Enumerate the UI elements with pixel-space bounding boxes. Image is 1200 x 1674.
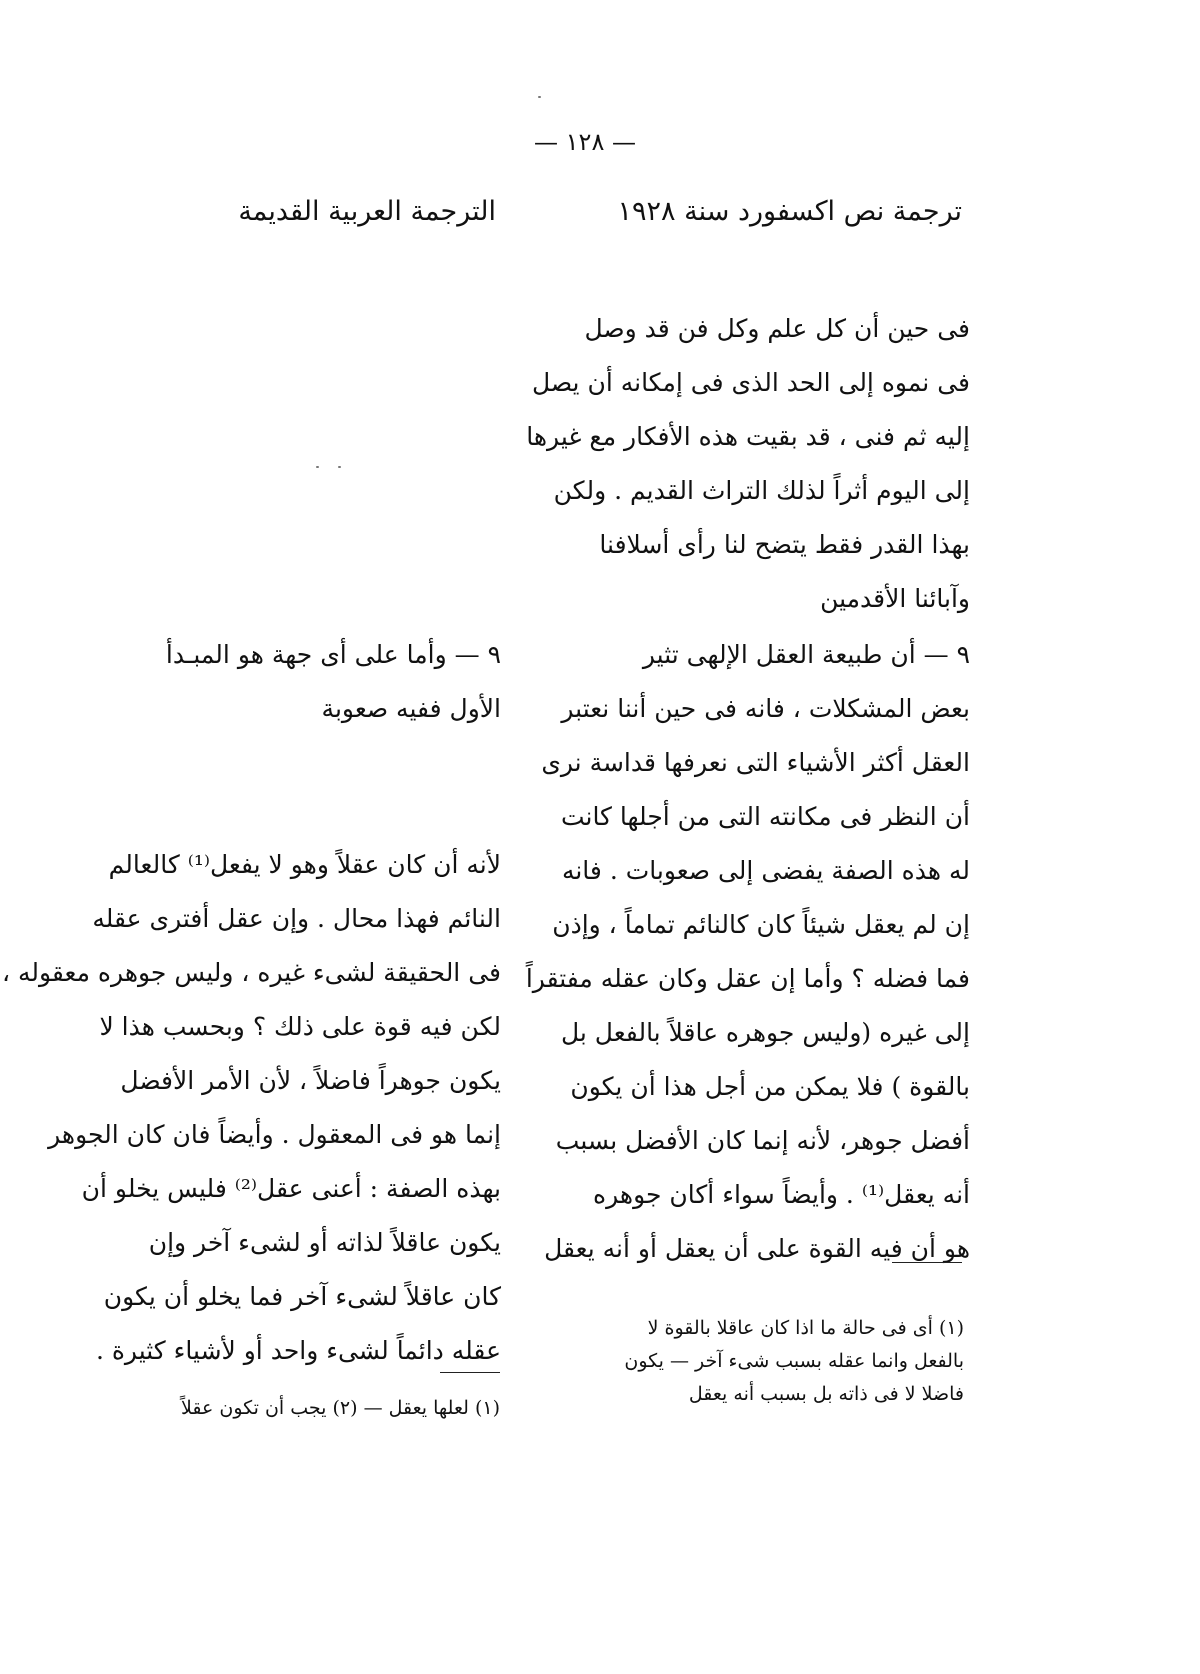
text-line: فى نموه إلى الحد الذى فى إمكانه أن يصل [531,368,970,397]
page-number: — ١٢٨ — [534,128,636,156]
text-line: بهذه الصفة : أعنى عقل⁽²⁾ فليس يخلو أن [81,1174,501,1203]
text-line: وآبائنا الأقدمين [820,584,970,613]
text-line: أنه يعقل⁽¹⁾ . وأيضاً سواء أكان جوهره [593,1180,970,1209]
text-line: لكن فيه قوة على ذلك ؟ وبحسب هذا لا [99,1012,501,1041]
left-footnote [140,1392,500,1425]
text-line: النائم فهذا محال . وإن عقل أفترى عقله [92,904,501,933]
left-main-paragraph [1,838,501,1378]
text-line: كان عاقلاً لشىء آخر فما يخلو أن يكون [103,1282,501,1311]
text-line: لأنه أن كان عقلاً وهو لا يفعل⁽¹⁾ كالعالم [108,850,501,879]
scan-speck [316,466,319,468]
text-line: إن لم يعقل شيئاً كان كالنائم تماماً ، وإذن [552,910,970,939]
text-line: هو أن فيه القوة على أن يعقل أو أنه يعقل [544,1234,970,1263]
footnote-line: (١) أى فى حالة ما اذا كان عاقلا بالقوة لا [647,1317,964,1339]
footnote-line: فاضلا لا فى ذاته بل بسبب أنه يعقل [688,1383,964,1405]
text-line: الأول ففيه صعوبة [321,694,501,723]
text-line: يكون جوهراً فاضلاً ، لأن الأمر الأفضل [120,1066,501,1095]
text-line: فى الحقيقة لشىء غيره ، وليس جوهره معقوله ، [1,958,501,987]
text-line: ٩ — أن طبيعة العقل الإلهى تثير [642,640,970,669]
text-line: إلى اليوم أثراً لذلك التراث القديم . ولكن [553,476,970,505]
text-line: ٩ — وأما على أى جهة هو المبـدأ [165,640,501,669]
right-column-title: ترجمة نص اكسفورد سنة ١٩٢٨ [617,196,962,227]
left-footnote-rule [440,1372,500,1373]
text-line: بهذا القدر فقط يتضح لنا رأى أسلافنا [599,530,970,559]
right-footnote-rule [892,1262,962,1263]
footnote-line: بالفعل وانما عقله بسبب شىء آخر — يكون [624,1350,964,1372]
left-column-title: الترجمة العربية القديمة [238,196,496,227]
text-line: بعض المشكلات ، فانه فى حين أننا نعتبر [561,694,970,723]
text-line: بالقوة ) فلا يمكن من أجل هذا أن يكون [570,1072,970,1101]
footnote-line: (١) لعلها يعقل — (٢) يجب أن تكون عقلاً [181,1397,500,1419]
text-line: أن النظر فى مكانته التى من أجلها كانت [560,802,970,831]
text-line: العقل أكثر الأشياء التى نعرفها قداسة نرى [541,748,970,777]
text-line: أفضل جوهر، لأنه إنما كان الأفضل بسبب [555,1126,970,1155]
text-line: إليه ثم فنى ، قد بقيت هذه الأفكار مع غيرها [526,422,970,451]
left-section-9 [125,628,501,736]
text-line: فى حين أن كل علم وكل فن قد وصل [584,314,970,343]
text-line: له هذه الصفة يفضى إلى صعوبات . فانه [561,856,970,885]
right-section-9 [525,628,970,1276]
text-line: إلى غيره (وليس جوهره عاقلاً بالفعل بل [560,1018,970,1047]
scan-speck [538,96,541,98]
right-footnote [574,1312,964,1411]
text-line: عقله دائماً لشىء واحد أو لأشياء كثيرة . [95,1336,501,1365]
text-line: إنما هو فى المعقول . وأيضاً فان كان الجوهر [48,1120,501,1149]
text-line: يكون عاقلاً لذاته أو لشىء آخر وإن [148,1228,501,1257]
text-line: فما فضله ؟ وأما إن عقل وكان عقله مفتقراً [525,964,970,993]
right-intro-paragraph [526,302,970,626]
scan-speck [338,466,341,468]
